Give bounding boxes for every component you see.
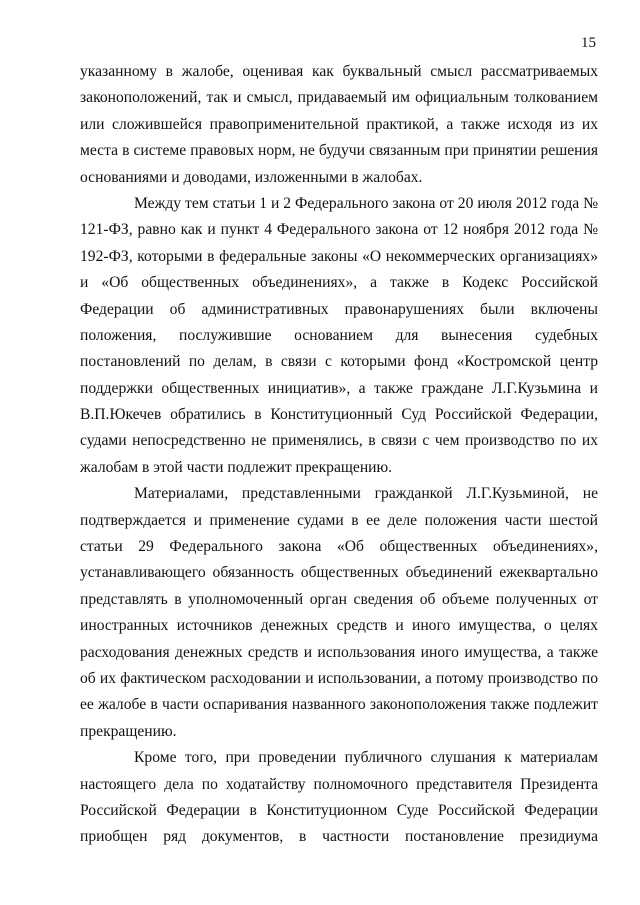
text-line: 192-ФЗ, которыми в федеральные законы «О некоммерческих организациях» [80, 247, 598, 265]
text-line: об их фактическом расходовании и использовании, а потому производство по [80, 669, 598, 687]
text-line: основаниями и доводами, изложенными в жалобах. [80, 168, 423, 186]
text-line: Кроме того, при проведении публичного слушания к материалам [134, 749, 598, 767]
text-line: представлять в уполномоченный орган сведения об объеме полученных от [80, 590, 598, 608]
text-line: судами непосредственно не применялись, в связи с чем производство по их [80, 432, 598, 450]
text-line: Федерации об административных правонарушениях были включены [80, 300, 598, 318]
text-line: приобщен ряд документов, в частности постановление президиума [80, 828, 598, 846]
text-line: положения, послужившие основанием для вынесения судебных [80, 326, 598, 344]
text-line: Российской Федерации в Конституционном Суде Российской Федерации [80, 801, 598, 819]
text-line: статьи 29 Федерального закона «Об общественных объединениях», [80, 538, 598, 556]
text-line: расходования денежных средств и использования иного имущества, а также [80, 643, 598, 661]
text-line: устанавливающего обязанность общественных объединений ежеквартально [80, 564, 598, 582]
text-line: или сложившейся правоприменительной практикой, а также исходя из их [80, 115, 598, 133]
text-line: Между тем статьи 1 и 2 Федерального закона от 20 июля 2012 года № [134, 194, 598, 212]
document-body [80, 59, 598, 851]
text-line: постановлений по делам, в связи с которыми фонд «Костромской центр [80, 353, 598, 371]
text-line: иностранных источников денежных средств и иного имущества, о целях [80, 617, 598, 635]
text-line: законоположений, так и смысл, придаваемый им официальным толкованием [80, 89, 598, 107]
text-line: поддержки общественных инициатив», а также граждане Л.Г.Кузьмина и [80, 379, 598, 397]
page-number: 15 [581, 35, 596, 51]
text-line: места в системе правовых норм, не будучи связанным при принятии решения [80, 142, 598, 160]
text-line: настоящего дела по ходатайству полномочного представителя Президента [80, 775, 598, 793]
text-line: ее жалобе в части оспаривания названного законоположения также подлежит [80, 696, 598, 714]
text-line: подтверждается и применение судами в ее деле положения части шестой [80, 511, 598, 529]
text-line: указанному в жалобе, оценивая как буквальный смысл рассматриваемых [80, 63, 598, 80]
text-line: жалобам в этой части подлежит прекращению. [80, 458, 393, 476]
text-line: прекращению. [80, 722, 177, 740]
text-line: и «Об общественных объединениях», а также в Кодекс Российской [80, 274, 598, 292]
text-line: Материалами, представленными гражданкой Л.Г.Кузьминой, не [134, 485, 598, 503]
text-line: 121-ФЗ, равно как и пункт 4 Федерального закона от 12 ноября 2012 года № [80, 221, 598, 239]
text-line: В.П.Юкечев обратились в Конституционный Суд Российской Федерации, [80, 406, 598, 424]
